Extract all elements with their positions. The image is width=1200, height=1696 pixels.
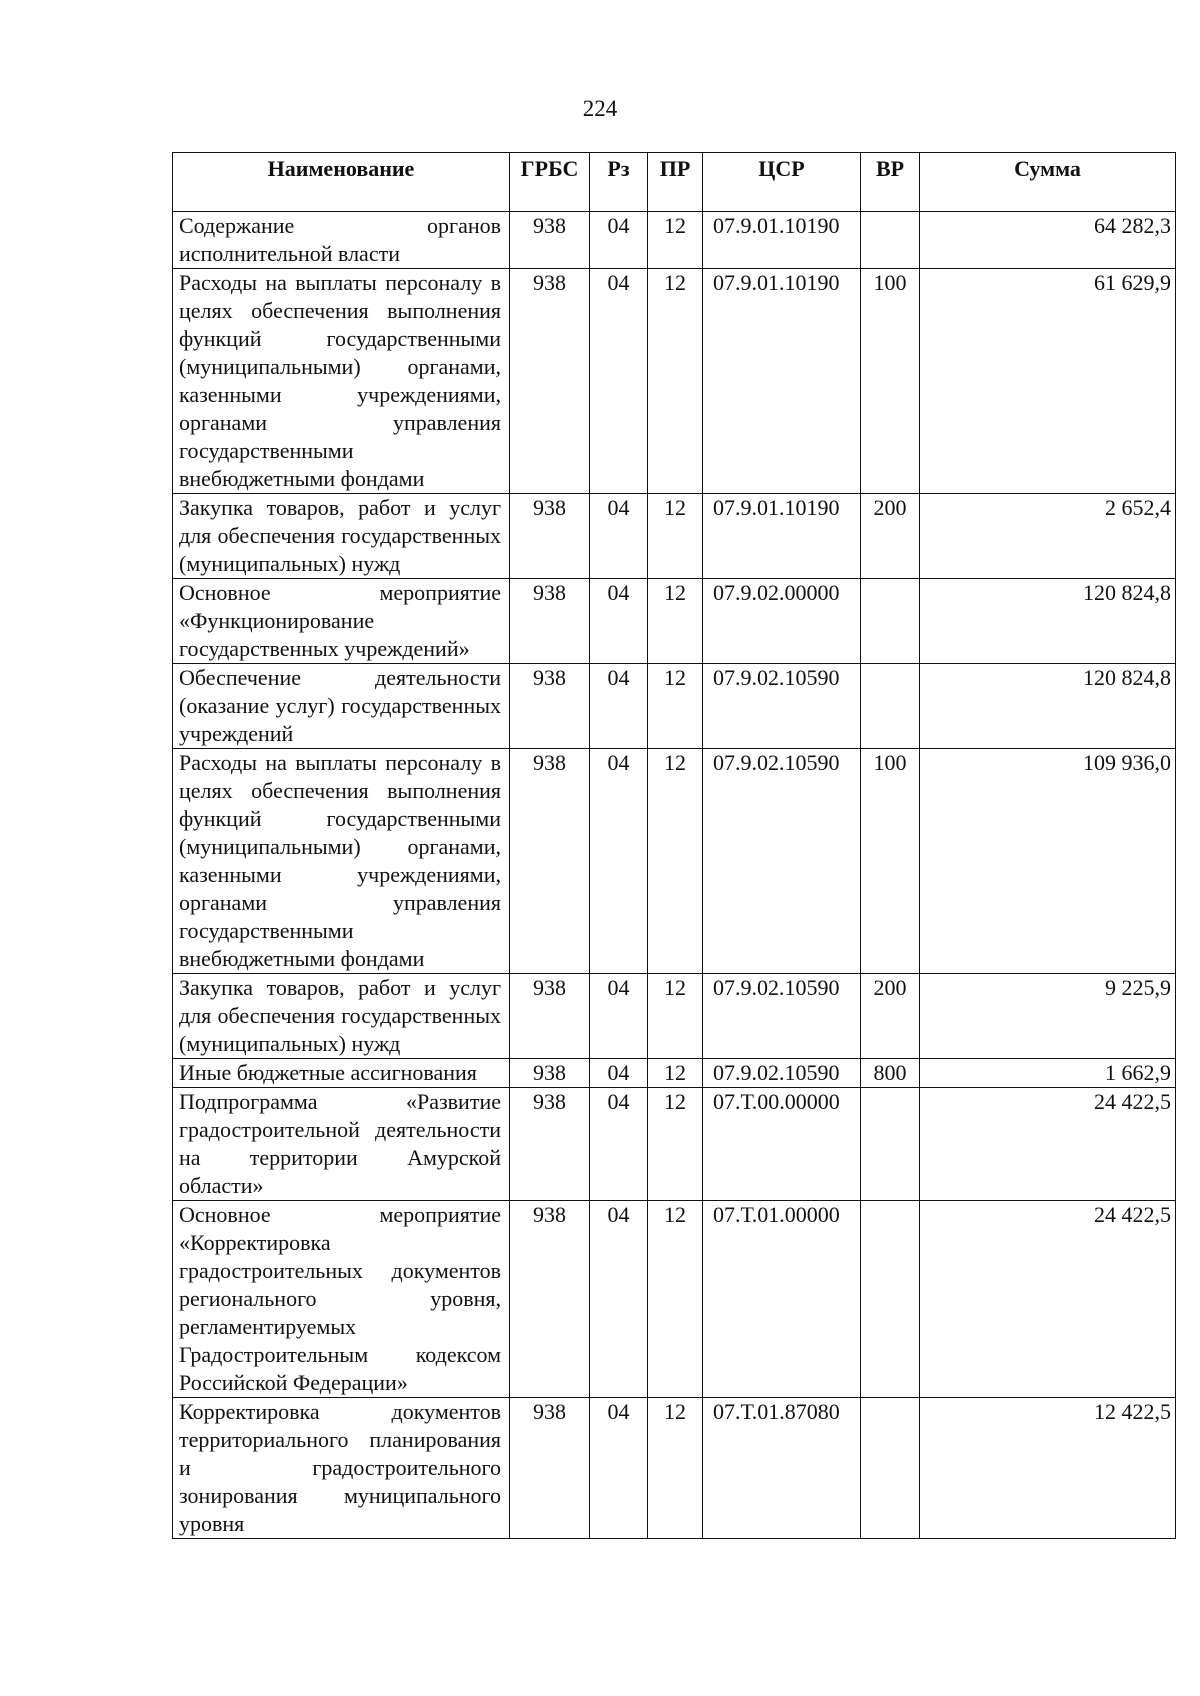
cell-rz: 04 (590, 1398, 648, 1539)
cell-csr: 07.Т.01.87080 (703, 1398, 861, 1539)
cell-sum: 1 662,9 (920, 1059, 1176, 1088)
cell-grbs: 938 (510, 1059, 590, 1088)
cell-rz: 04 (590, 1201, 648, 1398)
cell-vr (861, 1398, 920, 1539)
table-row (173, 494, 1176, 579)
cell-csr: 07.Т.00.00000 (703, 1088, 861, 1201)
cell-sum: 120 824,8 (920, 664, 1176, 749)
header-name: Наименование (173, 153, 510, 212)
cell-name: Основное мероприятие «Функционирование государственных учреждений» (173, 579, 510, 664)
cell-csr: 07.9.01.10190 (703, 212, 861, 269)
cell-name: Содержание органов исполнительной власти (173, 212, 510, 269)
cell-rz: 04 (590, 494, 648, 579)
cell-csr: 07.9.01.10190 (703, 269, 861, 494)
cell-rz: 04 (590, 1088, 648, 1201)
cell-sum: 24 422,5 (920, 1088, 1176, 1201)
cell-name: Корректировка документов территориального планирования и градостроительного зонирования муниципального уровня (173, 1398, 510, 1539)
table-row (173, 579, 1176, 664)
cell-name: Закупка товаров, работ и услуг для обеспечения государственных (муниципальных) нужд (173, 494, 510, 579)
table-body (173, 212, 1176, 1539)
budget-table (172, 152, 1176, 1539)
table-row (173, 1088, 1176, 1201)
table-row (173, 664, 1176, 749)
cell-vr: 200 (861, 974, 920, 1059)
cell-vr (861, 212, 920, 269)
cell-vr (861, 1088, 920, 1201)
cell-grbs: 938 (510, 579, 590, 664)
cell-grbs: 938 (510, 974, 590, 1059)
cell-rz: 04 (590, 269, 648, 494)
cell-grbs: 938 (510, 1201, 590, 1398)
cell-name: Расходы на выплаты персоналу в целях обеспечения выполнения функций государственными (муниципальными) органами, казенными учреждениями, органами управления государственными внебюджетными фондами (173, 749, 510, 974)
header-pr: ПР (648, 153, 703, 212)
cell-grbs: 938 (510, 1088, 590, 1201)
cell-sum: 2 652,4 (920, 494, 1176, 579)
table-row (173, 749, 1176, 974)
cell-name: Обеспечение деятельности (оказание услуг) государственных учреждений (173, 664, 510, 749)
cell-pr: 12 (648, 1088, 703, 1201)
cell-vr (861, 664, 920, 749)
table-header (173, 153, 1176, 212)
cell-pr: 12 (648, 579, 703, 664)
cell-sum: 9 225,9 (920, 974, 1176, 1059)
cell-sum: 120 824,8 (920, 579, 1176, 664)
cell-csr: 07.9.01.10190 (703, 494, 861, 579)
cell-pr: 12 (648, 664, 703, 749)
header-vr: ВР (861, 153, 920, 212)
cell-rz: 04 (590, 749, 648, 974)
cell-name: Иные бюджетные ассигнования (173, 1059, 510, 1088)
table-row (173, 1201, 1176, 1398)
cell-pr: 12 (648, 212, 703, 269)
cell-rz: 04 (590, 579, 648, 664)
cell-pr: 12 (648, 749, 703, 974)
cell-rz: 04 (590, 1059, 648, 1088)
cell-grbs: 938 (510, 269, 590, 494)
cell-name: Закупка товаров, работ и услуг для обеспечения государственных (муниципальных) нужд (173, 974, 510, 1059)
cell-name: Подпрограмма «Развитие градостроительной деятельности на территории Амурской области» (173, 1088, 510, 1201)
cell-csr: 07.9.02.10590 (703, 974, 861, 1059)
page-number: 224 (582, 96, 618, 121)
header-rz: Рз (590, 153, 648, 212)
header-grbs: ГРБС (510, 153, 590, 212)
cell-pr: 12 (648, 494, 703, 579)
cell-sum: 64 282,3 (920, 212, 1176, 269)
header-row (173, 153, 1176, 212)
cell-vr (861, 1201, 920, 1398)
cell-pr: 12 (648, 974, 703, 1059)
cell-vr: 800 (861, 1059, 920, 1088)
table-row (173, 974, 1176, 1059)
cell-sum: 24 422,5 (920, 1201, 1176, 1398)
cell-grbs: 938 (510, 494, 590, 579)
cell-pr: 12 (648, 1201, 703, 1398)
cell-csr: 07.Т.01.00000 (703, 1201, 861, 1398)
cell-vr (861, 579, 920, 664)
cell-sum: 61 629,9 (920, 269, 1176, 494)
cell-csr: 07.9.02.10590 (703, 1059, 861, 1088)
table-row (173, 1059, 1176, 1088)
cell-pr: 12 (648, 1059, 703, 1088)
cell-grbs: 938 (510, 664, 590, 749)
cell-csr: 07.9.02.10590 (703, 664, 861, 749)
table-row (173, 1398, 1176, 1539)
cell-vr: 100 (861, 269, 920, 494)
cell-csr: 07.9.02.00000 (703, 579, 861, 664)
table-row (173, 269, 1176, 494)
cell-pr: 12 (648, 1398, 703, 1539)
header-sum: Сумма (920, 153, 1176, 212)
cell-sum: 109 936,0 (920, 749, 1176, 974)
table-row (173, 212, 1176, 269)
cell-csr: 07.9.02.10590 (703, 749, 861, 974)
cell-pr: 12 (648, 269, 703, 494)
cell-name: Основное мероприятие «Корректировка градостроительных документов регионального уровня, регламентируемых Градостроительным кодексом Российской Федерации» (173, 1201, 510, 1398)
cell-rz: 04 (590, 212, 648, 269)
cell-grbs: 938 (510, 212, 590, 269)
cell-vr: 100 (861, 749, 920, 974)
cell-grbs: 938 (510, 1398, 590, 1539)
header-csr: ЦСР (703, 153, 861, 212)
cell-rz: 04 (590, 664, 648, 749)
cell-sum: 12 422,5 (920, 1398, 1176, 1539)
cell-grbs: 938 (510, 749, 590, 974)
cell-name: Расходы на выплаты персоналу в целях обеспечения выполнения функций государственными (муниципальными) органами, казенными учреждениями, органами управления государственными внебюджетными фондами (173, 269, 510, 494)
cell-rz: 04 (590, 974, 648, 1059)
cell-vr: 200 (861, 494, 920, 579)
